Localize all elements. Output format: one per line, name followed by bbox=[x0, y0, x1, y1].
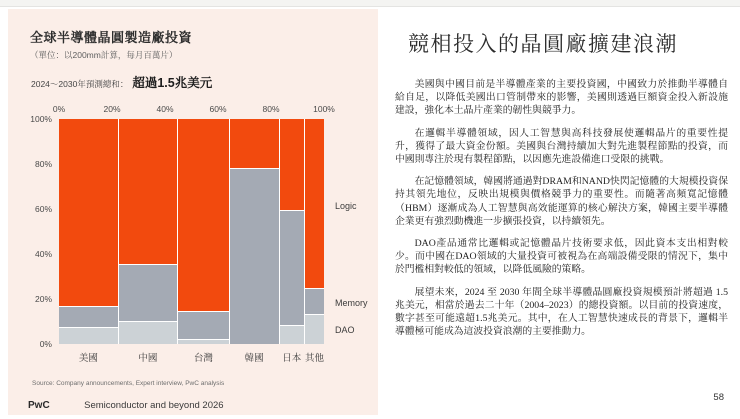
pwc-logo: PwC bbox=[28, 400, 50, 411]
segment-logic bbox=[280, 119, 304, 210]
slide-footer bbox=[28, 395, 224, 413]
segment-dao bbox=[59, 328, 118, 344]
article-paragraph: DAO產品通常比邏輯或記憶體晶片技術要求低，因此資本支出相對較少。而中國在DAO領域的大量投資可被視為在高端設備受限的情況下，集中於門檻相對較低的領域，以降低風險的策略。 bbox=[395, 238, 728, 276]
article-body bbox=[395, 78, 728, 347]
chart-column-3 bbox=[178, 119, 229, 364]
segment-dao bbox=[280, 326, 304, 344]
footer-document-title: Semiconductor and beyond 2026 bbox=[84, 400, 224, 411]
x-tick-label: 20% bbox=[103, 104, 121, 114]
chart-column-6 bbox=[304, 119, 325, 364]
chart-column-4 bbox=[230, 119, 279, 364]
legend-label-logic: Logic bbox=[335, 201, 357, 211]
segment-logic bbox=[305, 119, 324, 288]
segment-dao bbox=[305, 315, 324, 344]
y-tick-label: 0% bbox=[39, 339, 52, 349]
segment-memory bbox=[119, 265, 177, 321]
y-tick-label: 40% bbox=[34, 249, 52, 259]
x-tick-label: 100% bbox=[313, 104, 335, 114]
y-tick-label: 20% bbox=[34, 294, 52, 304]
article-paragraph: 在邏輯半導體領域，因人工智慧與高科技發展使邏輯晶片的重要性提升，獲得了最大資金份額。美國與台灣持續加大對先進製程節點的投資，而中國則專注於現有製程節點，以因應先進設備進口受限的挑戰。 bbox=[395, 127, 728, 166]
x-category-label: 台灣 bbox=[193, 353, 213, 364]
article-paragraph: 在記憶體領域，韓國將通過對DRAM和NAND快閃記憶體的大規模投資保持其領先地位，反映出規模與價格競爭力的重要性。而隨著高頻寬記憶體（HBM）逐漸成為人工智慧與高效能運算的核心解決方案，韓國主要半導體企業更有強烈動機進一步擴張投資，以持續領先。 bbox=[395, 176, 728, 227]
chart-subtitle: （單位：以200mm計算，每月百萬片） bbox=[30, 50, 178, 60]
segment-memory bbox=[59, 307, 118, 327]
slide-chart-panel bbox=[8, 9, 378, 415]
article-title: 競相投入的晶圓廠擴建浪潮 bbox=[408, 32, 678, 56]
segment-logic bbox=[230, 119, 279, 168]
y-tick-label: 80% bbox=[34, 159, 52, 169]
segment-memory bbox=[280, 211, 304, 325]
y-tick-label: 100% bbox=[30, 114, 52, 124]
article-paragraph: 展望未來，2024 至 2030 年間全球半導體晶圓廠投資規模預計將超過 1.5 兆美元，相當於過去二十年（2004–2023）的總投資額。以目前的投資速度，數字甚至可能遠超1.5兆美元。其中，在人工智慧快速成長的背景下，邏輯半導體極可能成為這波投資浪潮的主要推動力。 bbox=[395, 286, 728, 338]
segment-logic bbox=[59, 119, 118, 306]
source-note: Source: Company announcements, Expert interview, PwC analysis bbox=[32, 380, 225, 387]
legend-label-memory: Memory bbox=[335, 298, 368, 308]
x-tick-label: 0% bbox=[52, 104, 66, 114]
legend-label-dao: DAO bbox=[335, 325, 355, 335]
y-tick-label: 60% bbox=[34, 204, 52, 214]
x-category-label: 其他 bbox=[304, 353, 325, 364]
chart-column-2 bbox=[119, 119, 177, 364]
segment-memory bbox=[178, 312, 229, 339]
x-category-label: 美國 bbox=[78, 353, 98, 364]
forecast-line bbox=[31, 73, 212, 91]
chart-column-1 bbox=[59, 119, 118, 364]
x-category-label: 中國 bbox=[138, 353, 158, 364]
article-paragraph: 美國與中國目前是半導體產業的主要投資國，中國致力於推動半導體自給自足，以降低美國出口管制帶來的影響，美國則透過巨額資金投入新設施建設，強化本土晶片產業的韌性與競爭力。 bbox=[395, 79, 728, 117]
x-category-label: 日本 bbox=[282, 353, 302, 364]
segment-dao bbox=[119, 322, 177, 344]
segment-logic bbox=[178, 119, 229, 311]
chart-column-5 bbox=[280, 119, 304, 364]
mosaic-plot bbox=[30, 104, 368, 364]
x-tick-label: 60% bbox=[209, 104, 227, 114]
article-panel bbox=[378, 7, 740, 419]
segment-memory bbox=[305, 289, 324, 314]
chart-title: 全球半導體晶圓製造廠投資 bbox=[30, 30, 193, 45]
page-number: 58 bbox=[713, 392, 724, 403]
x-tick-label: 40% bbox=[156, 104, 174, 114]
segment-memory bbox=[230, 169, 279, 344]
forecast-value: 超過1.5兆美元 bbox=[132, 76, 213, 90]
x-category-label: 韓國 bbox=[244, 353, 264, 364]
segment-dao bbox=[178, 340, 229, 344]
segment-logic bbox=[119, 119, 177, 264]
x-tick-label: 80% bbox=[262, 104, 280, 114]
window-top-strip bbox=[0, 0, 740, 7]
forecast-label: 2024～2030年預測總和： bbox=[31, 79, 129, 89]
